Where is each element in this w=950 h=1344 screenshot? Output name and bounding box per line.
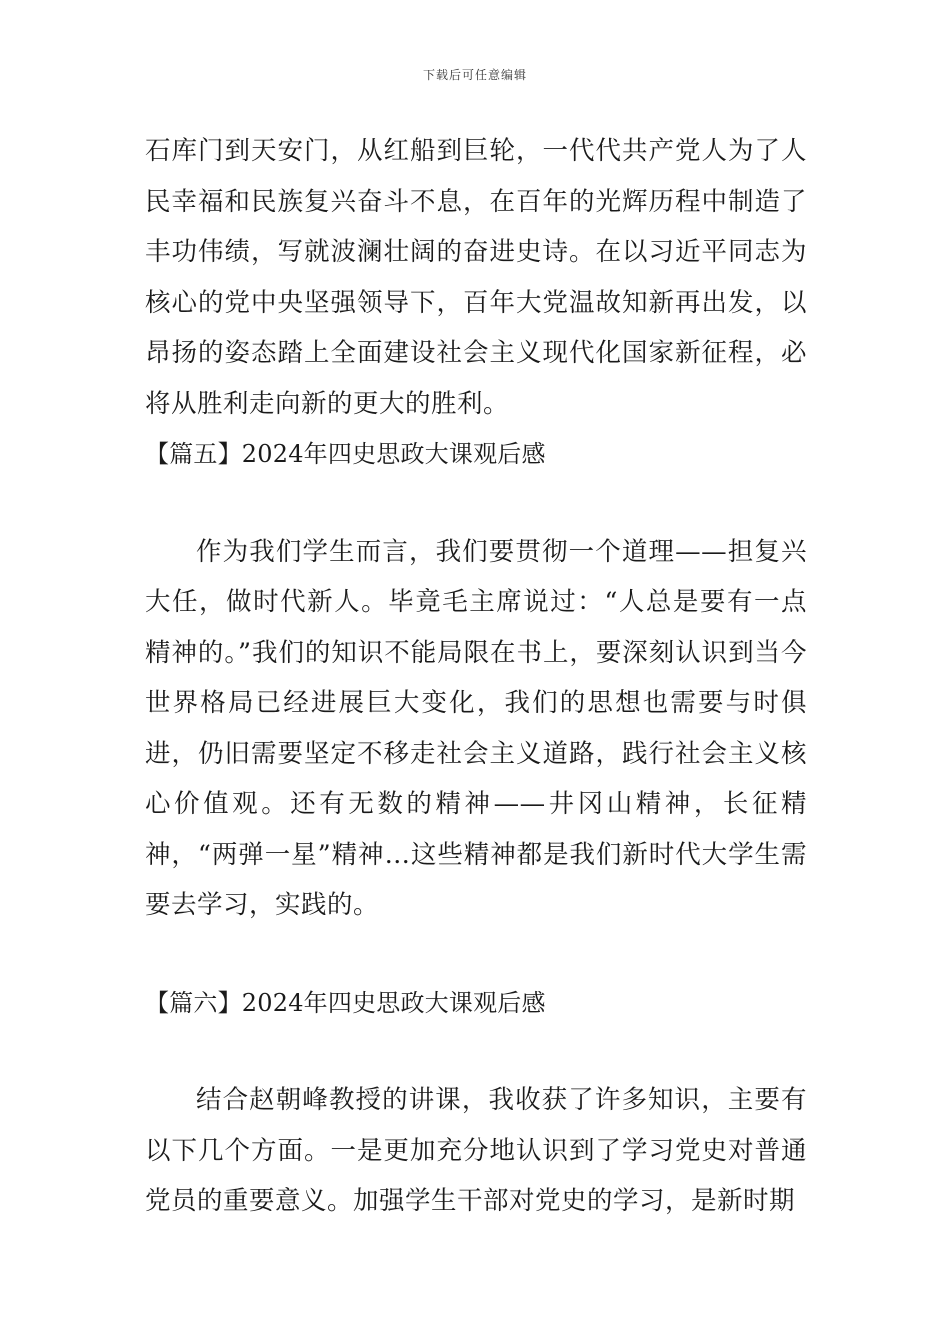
section-body-6: 结合赵朝峰教授的讲课，我收获了许多知识，主要有以下几个方面。一是更加充分地认识到了学习党史对普通党员的重要意义。加强学生干部对党史的学习，是新时期 xyxy=(145,1085,807,1216)
document-body xyxy=(145,126,807,1227)
section-heading-5: 【篇五】2024年四史思政大课观后感 xyxy=(145,440,546,468)
spacer xyxy=(145,931,807,978)
header-note: 下载后可任意编辑 xyxy=(422,68,527,82)
section-body-5: 作为我们学生而言，我们要贯彻一个道理——担复兴大任，做时代新人。毕竟毛主席说过：“人总是要有一点精神的。”我们的知识不能局限在书上，要深刻认识到当今世界格局已经进展巨大变化，我们的思想也需要与时俱进，仍旧需要坚定不移走社会主义道路，践行社会主义核心价值观。还有无数的精神——井冈山精神，长征精神，“两弹一星”精神…这些精神都是我们新时代大学生需要去学习，实践的。 xyxy=(145,536,807,920)
continued-paragraph: 石库门到天安门，从红船到巨轮，一代代共产党人为了人民幸福和民族复兴奋斗不息，在百年的光辉历程中制造了丰功伟绩，写就波澜壮阔的奋进史诗。在以习近平同志为核心的党中央坚强领导下，百年大党温故知新再出发，以昂扬的姿态踏上全面建设社会主义现代化国家新征程，必将从胜利走向新的更大的胜利。 xyxy=(145,136,807,419)
spacer xyxy=(145,1028,807,1075)
spacer xyxy=(145,480,807,527)
section-heading-6: 【篇六】2024年四史思政大课观后感 xyxy=(145,988,546,1017)
